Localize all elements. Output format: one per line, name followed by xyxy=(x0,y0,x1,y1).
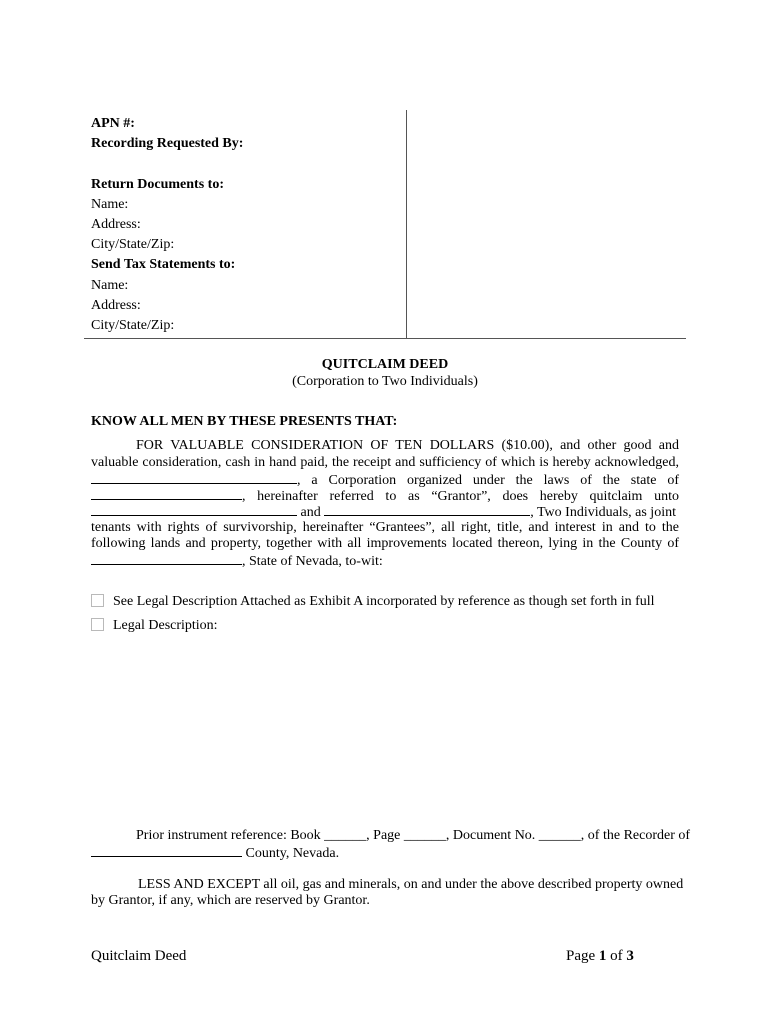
body-line-1: FOR VALUABLE CONSIDERATION OF TEN DOLLARS ($10.00), and other good and xyxy=(136,438,679,453)
body-line-6: tenants with rights of survivorship, hereinafter “Grantees”, all right, title, and interest in and to the xyxy=(91,520,679,535)
body-line-7: following lands and property, together with all improvements located thereon, lying in the County of xyxy=(91,536,679,551)
page-total: 3 xyxy=(626,948,634,964)
tax-statements-label: Send Tax Statements to: xyxy=(91,257,236,272)
body-line-8 xyxy=(91,552,679,570)
legal-description-label: Legal Description: xyxy=(113,618,218,633)
prior-instrument-line-2 xyxy=(91,844,339,862)
tax-address-label: Address: xyxy=(91,298,141,313)
less-except-line-1: LESS AND EXCEPT all oil, gas and minerals, on and under the above described property owned xyxy=(138,877,684,892)
grantee-2-blank[interactable] xyxy=(324,503,530,516)
header-divider xyxy=(406,110,407,338)
grantee-1-blank[interactable] xyxy=(91,503,297,516)
tax-name-label: Name: xyxy=(91,278,129,293)
body-line-8-text: , State of Nevada, to-wit: xyxy=(242,554,383,569)
return-city-label: City/State/Zip: xyxy=(91,237,175,252)
prior-instrument-line-1: Prior instrument reference: Book ______, Page ______, Document No. ______, of the Recorder of xyxy=(136,828,691,843)
county-blank[interactable] xyxy=(91,552,242,565)
recording-info-block xyxy=(84,110,686,339)
tax-city-label: City/State/Zip: xyxy=(91,318,175,333)
recording-requested-label: Recording Requested By: xyxy=(91,136,244,151)
body-line-5-and: and xyxy=(300,505,321,520)
return-documents-label: Return Documents to: xyxy=(91,177,224,192)
return-name-label: Name: xyxy=(91,197,129,212)
apn-label: APN #: xyxy=(91,116,135,131)
footer-doc-name: Quitclaim Deed xyxy=(91,948,187,964)
footer-page-number xyxy=(566,947,634,965)
less-except-line-2: by Grantor, if any, which are reserved by Grantor. xyxy=(91,893,370,908)
page-current: 1 xyxy=(598,948,607,964)
prior-instrument-line-2-text: County, Nevada. xyxy=(245,846,340,861)
recorder-county-blank[interactable] xyxy=(91,844,242,857)
exhibit-a-checkbox[interactable] xyxy=(91,594,104,607)
exhibit-a-label: See Legal Description Attached as Exhibit A incorporated by reference as though set forth in full xyxy=(113,594,655,609)
grantor-name-blank[interactable] xyxy=(91,471,297,484)
know-all-men-heading: KNOW ALL MEN BY THESE PRESENTS THAT: xyxy=(91,414,398,429)
body-line-4-text: , hereinafter referred to as “Grantor”, does hereby quitclaim unto xyxy=(242,489,679,504)
return-address-label: Address: xyxy=(91,217,141,232)
deed-subtitle: (Corporation to Two Individuals) xyxy=(292,374,478,389)
body-line-3-text: , a Corporation organized under the laws of the state of xyxy=(297,473,679,488)
body-line-5-text: , Two Individuals, as joint xyxy=(530,505,676,520)
page-of: of xyxy=(610,948,623,964)
legal-description-checkbox[interactable] xyxy=(91,618,104,631)
deed-title: QUITCLAIM DEED xyxy=(321,357,449,372)
grantor-state-blank[interactable] xyxy=(91,487,242,500)
body-line-5 xyxy=(91,503,679,521)
page-word: Page xyxy=(566,948,596,964)
body-line-2: valuable consideration, cash in hand paid, the receipt and sufficiency of which is hereby acknowledged, xyxy=(91,455,679,470)
